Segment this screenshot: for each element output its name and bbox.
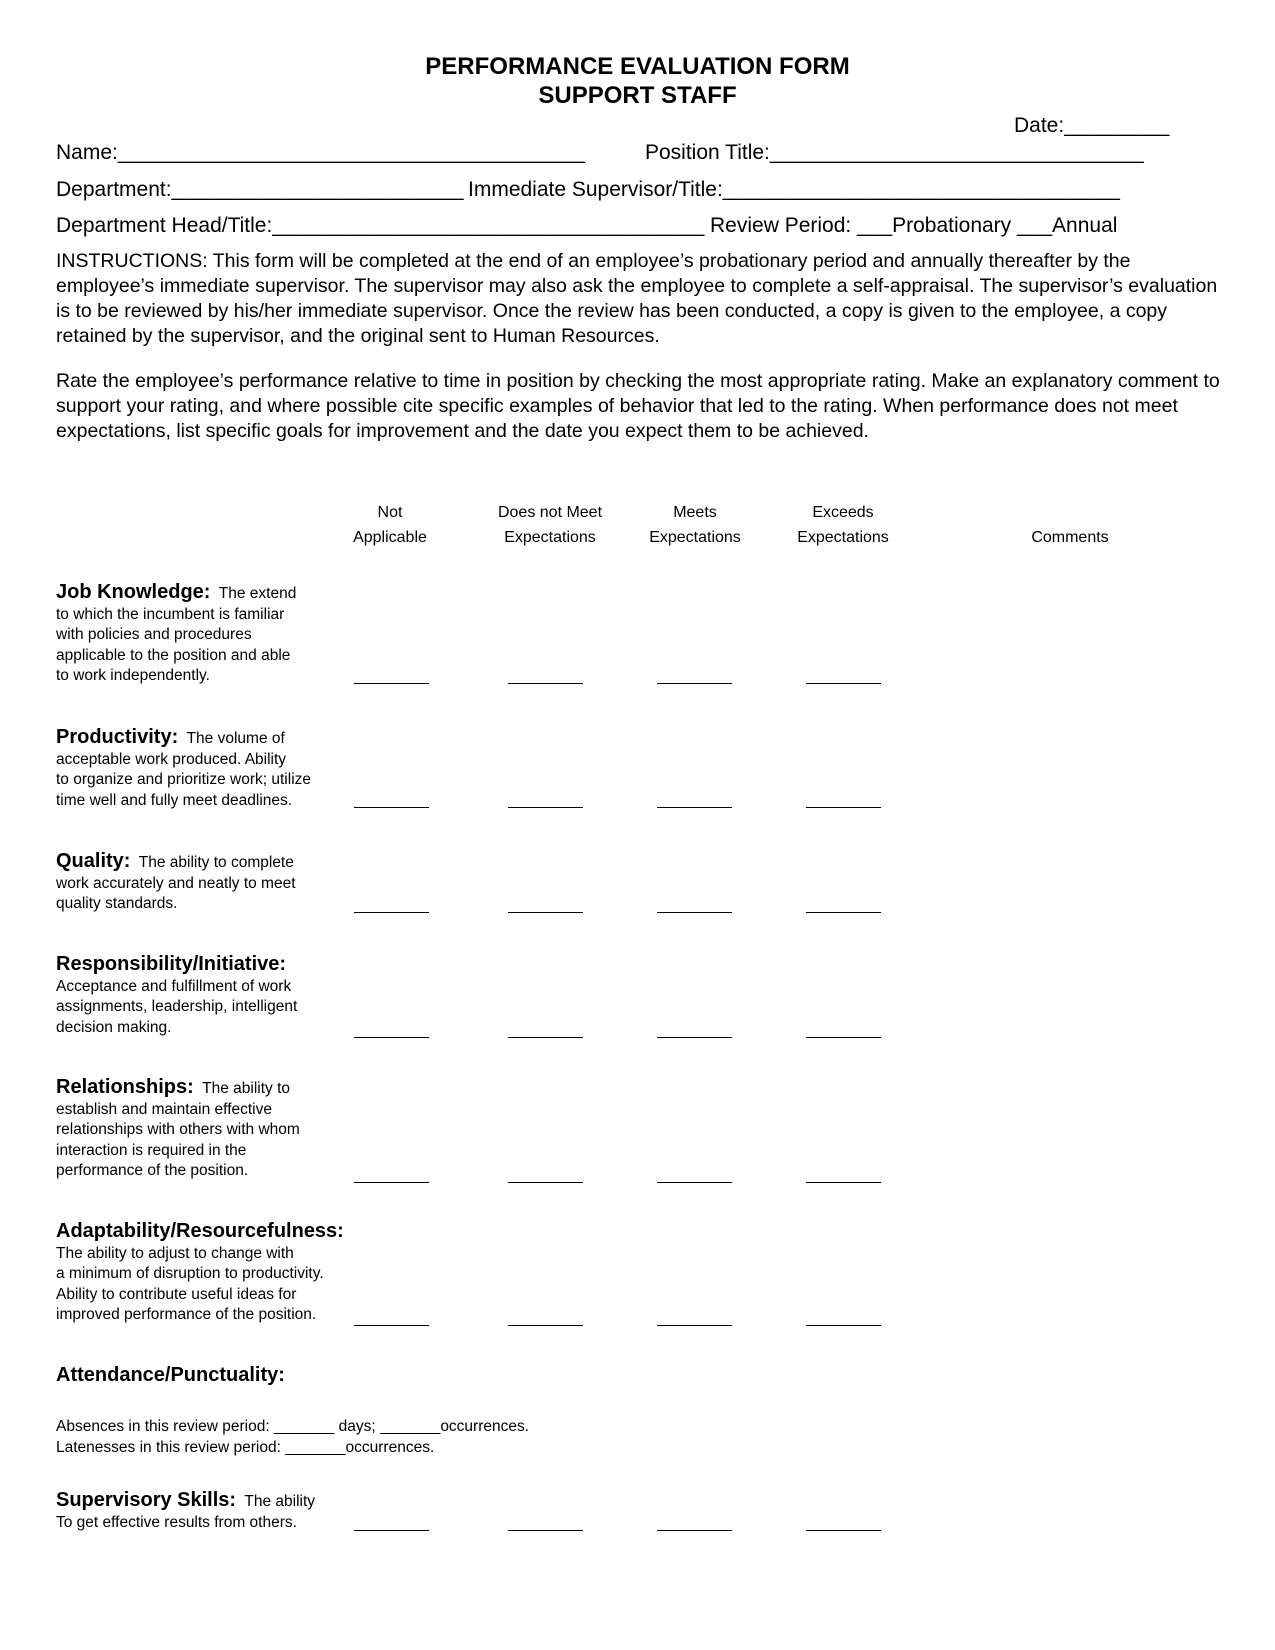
rating-blank-not-applicable[interactable] (354, 1325, 429, 1326)
col-meets-line1: Meets (673, 504, 717, 521)
rating-blank-does-not-meet[interactable] (508, 1530, 583, 1531)
rating-blank-meets[interactable] (657, 1530, 732, 1531)
col-not-applicable (340, 500, 440, 550)
rating-blank-does-not-meet[interactable] (508, 912, 583, 913)
criterion-desc-line: interaction is required in the (56, 1141, 247, 1159)
rating-blank-does-not-meet[interactable] (508, 1325, 583, 1326)
rating-blank-exceeds[interactable] (806, 807, 881, 808)
criterion-desc-line: applicable to the position and able (56, 646, 291, 664)
criterion-productivity (56, 727, 356, 811)
rating-blank-not-applicable[interactable] (354, 1530, 429, 1531)
rating-blank-meets[interactable] (657, 1325, 732, 1326)
date-field[interactable]: Date:_________ (1014, 114, 1170, 137)
rating-blank-not-applicable[interactable] (354, 1182, 429, 1183)
criterion-supervisory-skills (56, 1490, 356, 1533)
criterion-desc-line: decision making. (56, 1018, 172, 1036)
department-field[interactable]: Department:_________________________ (56, 178, 464, 201)
absences-field[interactable]: Absences in this review period: _______ days; _______occurrences. (56, 1418, 530, 1435)
criterion-desc-line: Ability to contribute useful ideas for (56, 1285, 297, 1303)
rating-blank-does-not-meet[interactable] (508, 807, 583, 808)
col-exceeds-line2: Expectations (797, 529, 889, 546)
criterion-desc-line: The extend (210, 585, 297, 602)
col-does-not-meet-line1: Does not Meet (497, 504, 603, 521)
rating-blank-does-not-meet[interactable] (508, 1037, 583, 1038)
rating-blank-meets[interactable] (657, 1182, 732, 1183)
criterion-desc-line: quality standards. (56, 895, 178, 912)
rating-blank-exceeds[interactable] (806, 1182, 881, 1183)
rating-blank-meets[interactable] (657, 683, 732, 684)
criterion-desc-line: performance of the position. (56, 1162, 249, 1179)
criterion-quality (56, 851, 356, 915)
position-title-field[interactable]: Position Title:________________________________ (645, 141, 1144, 164)
criterion-desc-line: The ability (236, 1493, 316, 1510)
criterion-desc-line: The ability to complete (130, 854, 294, 871)
criterion-title: Job Knowledge: (56, 581, 211, 603)
criterion-desc-line: with policies and procedures (56, 626, 252, 643)
col-meets-line2: Expectations (649, 529, 741, 546)
col-does-not-meet (485, 500, 615, 550)
criterion-title: Relationships: (56, 1076, 194, 1098)
rating-blank-exceeds[interactable] (806, 1037, 881, 1038)
col-does-not-meet-line2: Expectations (504, 529, 596, 546)
rating-blank-exceeds[interactable] (806, 683, 881, 684)
rating-instructions-paragraph: Rate the employee’s performance relative to time in position by checking the most appropriate rating. Make an explanatory comment to support your rating, and where possible cite specific examples of behavior that led to the rating. When performance does not meet expectations, list specific goals for improvement and the date you expect them to be achieved. (56, 370, 1220, 442)
col-not-applicable-line1: Not (377, 504, 403, 521)
criterion-desc-line: time well and fully meet deadlines. (56, 791, 293, 809)
form-subtitle: SUPPORT STAFF (538, 82, 737, 109)
name-field[interactable]: Name:________________________________________ (56, 141, 586, 164)
criterion-desc-line: establish and maintain effective (56, 1100, 272, 1118)
criterion-desc-line: The volume of (178, 730, 285, 747)
department-head-field[interactable]: Department Head/Title:_____________________________________ (56, 214, 705, 237)
instructions-paragraph: INSTRUCTIONS: This form will be completed at the end of an employee’s probationary period and annually thereafter by the employee’s immediate supervisor. The supervisor may also ask the employee to complete a self-appraisal. The supervisor’s evaluation is to be reviewed by his/her immediate supervisor. Once the review has been conducted, a copy is given to the employee, a copy retained by the supervisor, and the original sent to Human Resources. (56, 250, 1218, 347)
rating-blank-not-applicable[interactable] (354, 1037, 429, 1038)
rating-blank-meets[interactable] (657, 912, 732, 913)
criterion-desc-line: to work independently. (56, 667, 210, 684)
criterion-desc-line: improved performance of the position. (56, 1306, 317, 1323)
rating-blank-exceeds[interactable] (806, 1530, 881, 1531)
criterion-desc-line: Acceptance and fulfillment of work (56, 977, 292, 995)
rating-blank-meets[interactable] (657, 807, 732, 808)
criterion-desc-line: work accurately and neatly to meet (56, 874, 296, 892)
criterion-relationships (56, 1077, 356, 1182)
rating-blank-not-applicable[interactable] (354, 683, 429, 684)
col-meets (635, 500, 755, 550)
criterion-title: Adaptability/Resourcefulness: (56, 1220, 344, 1242)
rating-blank-does-not-meet[interactable] (508, 1182, 583, 1183)
criterion-responsibility (56, 954, 356, 1038)
immediate-supervisor-field[interactable]: Immediate Supervisor/Title:__________________________________ (468, 178, 1120, 201)
col-exceeds (783, 500, 903, 550)
form-title: PERFORMANCE EVALUATION FORM (425, 53, 850, 80)
criterion-title: Attendance/Punctuality: (56, 1364, 285, 1386)
criterion-desc-line: To get effective results from others. (56, 1513, 297, 1531)
criterion-title: Productivity: (56, 726, 179, 748)
col-exceeds-line1: Exceeds (812, 504, 874, 521)
criterion-title: Responsibility/Initiative: (56, 953, 287, 975)
rating-blank-exceeds[interactable] (806, 912, 881, 913)
col-not-applicable-line2: Applicable (353, 529, 427, 546)
criterion-title: Supervisory Skills: (56, 1489, 237, 1511)
criterion-desc-line: The ability to adjust to change with (56, 1244, 294, 1262)
rating-blank-meets[interactable] (657, 1037, 732, 1038)
criterion-desc-line: to organize and prioritize work; utilize (56, 771, 312, 788)
col-comments: Comments (1031, 529, 1109, 546)
criterion-desc-line: The ability to (193, 1080, 291, 1097)
criterion-desc-line: a minimum of disruption to productivity. (56, 1265, 324, 1282)
criterion-desc-line: relationships with others with whom (56, 1121, 300, 1138)
review-period-field[interactable]: Review Period: ___Probationary ___Annual (710, 214, 1118, 237)
criterion-job-knowledge (56, 582, 356, 687)
criterion-adaptability (56, 1221, 356, 1326)
criterion-attendance (56, 1365, 356, 1388)
criterion-desc-line: acceptable work produced. Ability (56, 750, 287, 768)
criterion-desc-line: assignments, leadership, intelligent (56, 998, 298, 1015)
criterion-desc-line: to which the incumbent is familiar (56, 605, 285, 623)
criterion-title: Quality: (56, 850, 131, 872)
rating-blank-not-applicable[interactable] (354, 807, 429, 808)
rating-blank-does-not-meet[interactable] (508, 683, 583, 684)
rating-blank-not-applicable[interactable] (354, 912, 429, 913)
rating-blank-exceeds[interactable] (806, 1325, 881, 1326)
latenesses-field[interactable]: Latenesses in this review period: _______occurrences. (56, 1439, 435, 1456)
